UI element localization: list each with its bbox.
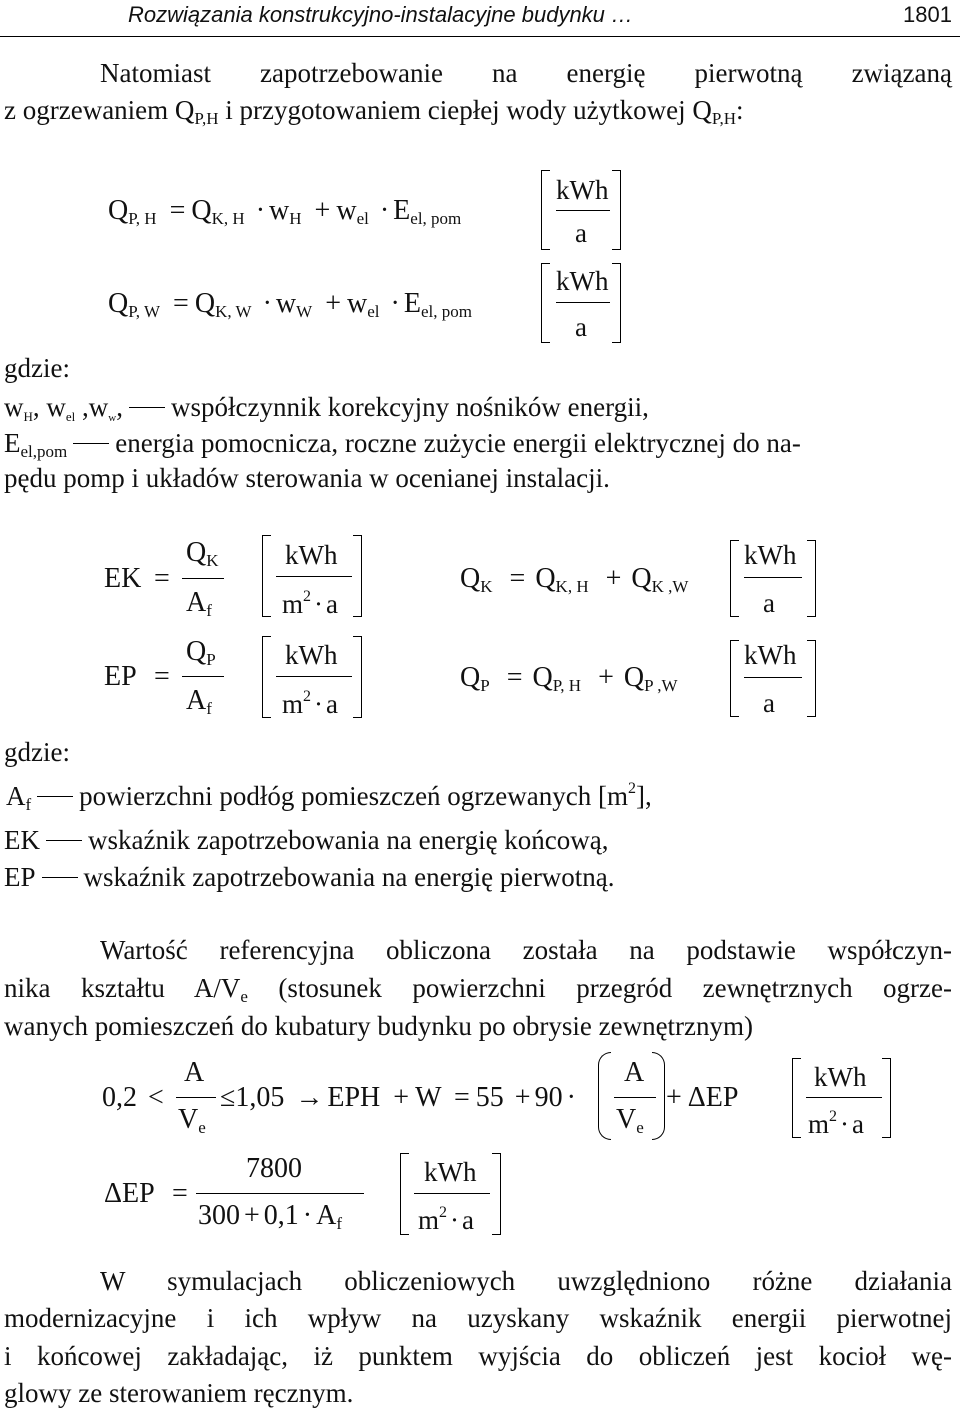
eq-sub: H [289, 209, 302, 228]
eq-symbol: A [316, 1200, 337, 1231]
eq-symbol: ΔEP [687, 1082, 739, 1113]
eq-symbol: w [269, 195, 290, 226]
intro-text: z ogrzewaniem Q [4, 95, 195, 125]
fraction-bar [744, 577, 802, 578]
eq-sign: = [172, 1178, 188, 1209]
eq-symbol: Q [631, 563, 652, 594]
def-dash [46, 840, 82, 841]
eq-sub: K, W [215, 302, 252, 321]
eq4-den [198, 1200, 342, 1234]
eq-sub: P [480, 676, 490, 695]
eq-symbol: Q [532, 662, 553, 693]
def-dash [37, 796, 73, 797]
def-eelpom-cont: pędu pomp i układów sterowania w ocenianej instalacji. [4, 463, 610, 493]
eq-dot: · [379, 195, 390, 226]
def-dash [73, 443, 109, 444]
equation-qk [460, 563, 688, 597]
paren-left [598, 1052, 611, 1140]
eq-number: 55 [475, 1082, 504, 1113]
bracket-right [807, 540, 816, 617]
def-sub: el [65, 409, 76, 424]
eq3-frac-num: A [184, 1057, 205, 1088]
para3-line-3: i końcowej zakładając, iż punktem wyjścia do obliczeń jest kocioł wę- [4, 1341, 952, 1371]
eq-plus: + [325, 288, 341, 319]
eq-sub: f [336, 1214, 343, 1233]
eq-symbol: A [186, 685, 207, 716]
ep-denominator [186, 685, 212, 719]
eq-sign: = [506, 662, 523, 693]
def-dash [42, 877, 78, 878]
intro-line-1: Natomiast zapotrzebowanie na energię pierwotną związaną [100, 58, 952, 88]
eq-sub: P, H [552, 676, 582, 695]
eq-plus: + [514, 1082, 531, 1113]
eq3-delta [666, 1082, 738, 1114]
eq3-lt: < [148, 1082, 164, 1113]
def-af [6, 780, 652, 815]
def-symbol: A [6, 781, 26, 811]
bracket-left [541, 263, 550, 343]
unit-sup: 2 [439, 1204, 448, 1221]
bracket-left [400, 1153, 409, 1235]
eq-symbol: w [347, 288, 368, 319]
ek-denominator [186, 587, 212, 621]
eq-sub: el, pom [420, 302, 472, 321]
ek-symbol: EK [104, 563, 142, 594]
eq-symbol: Q [108, 288, 129, 319]
unit-kwh: kWh [285, 540, 338, 570]
eq-sign: = [454, 1082, 470, 1113]
unit-sup: 2 [303, 588, 312, 605]
eq-dot: · [566, 1082, 576, 1113]
equation-qph [108, 195, 461, 229]
unit-m: m [808, 1109, 830, 1139]
unit-a: a [763, 688, 775, 718]
fraction-bar [176, 1097, 216, 1098]
def-sup: 2 [627, 780, 636, 797]
eq-symbol: w [275, 288, 297, 319]
unit-sup: 2 [303, 688, 312, 705]
eq3-frac-den [178, 1104, 206, 1138]
eq-symbol: A [186, 587, 207, 618]
intro-sub: P,H [194, 109, 219, 128]
eq-number: 0,1 [263, 1200, 299, 1231]
def-symbol: w [4, 392, 24, 422]
unit-m: m [282, 689, 304, 719]
ek-numerator [186, 537, 219, 571]
fraction-bar [556, 302, 610, 303]
unit-sup: 2 [829, 1108, 838, 1125]
gdzie-label: gdzie: [4, 737, 70, 767]
eq-symbol: W [415, 1082, 441, 1113]
eq-symbol: Q [186, 636, 207, 667]
unit-a: a [326, 689, 338, 719]
eq-sub: K [206, 551, 219, 570]
eq-dot: · [262, 288, 272, 319]
eq-sign: = [169, 195, 186, 226]
unit-a: a [326, 589, 338, 619]
bracket-left [730, 540, 739, 617]
para-text: (stosunek powierzchni przegród zewnętrznych ogrze- [247, 973, 952, 1003]
unit-kwh: kWh [556, 175, 609, 205]
page-number: 1801 [903, 2, 952, 27]
eq-plus: + [605, 563, 622, 594]
unit-m2a: $m^2 \cdot a$ [282, 588, 338, 619]
eq4-lhs: ΔEP [104, 1178, 155, 1209]
eq-number: 90 [534, 1082, 563, 1113]
eq-symbol: Q [623, 662, 645, 693]
unit-kwh: kWh [814, 1062, 867, 1092]
eq-symbol: Q [191, 195, 212, 226]
paren-right [652, 1052, 665, 1140]
eq-sub: K, H [211, 209, 245, 228]
intro-text: : [736, 95, 744, 125]
eq-symbol: E [393, 195, 411, 226]
unit-a: a [763, 588, 775, 618]
intro-text: i przygotowaniem ciepłej wody użytkowej Q [218, 95, 712, 125]
bracket-right [353, 535, 362, 617]
para-sub: e [240, 987, 248, 1006]
bracket-right [807, 640, 816, 717]
def-sub: f [25, 795, 32, 814]
def-sub: w [108, 412, 117, 424]
unit-m2a: $m^2 \cdot a$ [808, 1108, 864, 1139]
equation-qp [460, 662, 678, 696]
gdzie-label: gdzie: [4, 353, 70, 383]
def-sub: el,pom [20, 442, 68, 461]
bracket-right [612, 263, 621, 343]
unit-kwh: kWh [285, 640, 338, 670]
ep-symbol: EP [104, 661, 137, 692]
eq-plus: + [244, 1200, 260, 1231]
eq-sub: f [206, 601, 212, 620]
bracket-left [792, 1058, 801, 1138]
header-title: Rozwiązania konstrukcyjno-instalacyjne budynku … [128, 2, 634, 27]
bracket-left [262, 535, 271, 617]
eq-sign: = [154, 563, 170, 594]
fraction-bar [414, 1193, 490, 1194]
unit-a: a [575, 218, 587, 248]
def-ek [4, 825, 609, 856]
eq3-frac2-num: A [624, 1057, 645, 1088]
eq-plus: + [666, 1082, 682, 1113]
para2-line-1: Wartość referencyjna obliczona została na podstawie współczyn- [100, 935, 952, 965]
def-sub: H [23, 409, 33, 424]
bracket-right [882, 1058, 891, 1138]
unit-kwh: kWh [556, 266, 609, 296]
fraction-bar [276, 676, 352, 677]
unit-m: m [282, 589, 304, 619]
ep-numerator [186, 636, 216, 670]
eq-sign: ≤ [220, 1082, 236, 1113]
eq-symbol: Q [460, 563, 481, 594]
def-eelpom [4, 428, 801, 462]
eq-symbol: EPH [327, 1082, 381, 1113]
eq-sub: W [296, 302, 313, 321]
eq-sub: P [206, 650, 216, 669]
eq-plus: + [314, 195, 331, 226]
para3-line-4: glowy ze sterowaniem ręcznym. [4, 1378, 354, 1408]
bracket-left [541, 170, 550, 250]
eq-dot: · [255, 195, 266, 226]
unit-kwh: kWh [744, 540, 797, 570]
intro-sub: P,H [711, 109, 737, 128]
def-text: ], [635, 781, 652, 811]
fraction-bar [182, 578, 224, 579]
eq-sub: el [367, 302, 380, 321]
eq-sign: = [173, 288, 189, 319]
def-dash [129, 407, 165, 408]
bracket-right [353, 636, 362, 718]
eq-sub: K [480, 577, 493, 596]
eq-plus: + [598, 662, 614, 693]
eq-symbol: V [616, 1104, 637, 1135]
def-text: energia pomocnicza, roczne zużycie energii elektrycznej do na- [115, 428, 801, 458]
eq-symbol: w [336, 195, 357, 226]
def-symbol: EK [4, 825, 40, 855]
eq-symbol: Q [186, 537, 207, 568]
bracket-left [262, 636, 271, 718]
eq-plus: + [393, 1082, 410, 1113]
eq-dot: · [390, 288, 400, 319]
def-text: wskaźnik zapotrzebowania na energię pierwotną. [83, 862, 615, 892]
def-text: powierzchni podłóg pomieszczeń ogrzewanych [m [79, 781, 628, 811]
para2-line-2 [4, 973, 952, 1007]
def-symbol: ,w [75, 392, 109, 422]
eq-sub: el [356, 209, 369, 228]
unit-kwh: kWh [424, 1157, 477, 1187]
eq3-rest [220, 1082, 576, 1114]
eq-sub: P, W [128, 302, 161, 321]
unit-a: a [852, 1109, 864, 1139]
eq3-frac2-den [616, 1104, 644, 1138]
eq-symbol: V [178, 1104, 199, 1135]
eq-sub: f [206, 699, 212, 718]
def-symbol: , w [32, 392, 66, 422]
running-header [0, 0, 960, 37]
bracket-right [612, 170, 621, 250]
fraction-bar [196, 1193, 364, 1194]
bracket-right [492, 1153, 501, 1235]
fraction-bar [182, 676, 224, 677]
eq-symbol: Q [108, 195, 129, 226]
unit-a: a [462, 1205, 474, 1235]
fraction-bar [744, 677, 802, 678]
para2-line-3: wanych pomieszczeń do kubatury budynku po obrysie zewnętrznym) [4, 1011, 754, 1041]
bracket-left [730, 640, 739, 717]
para-text: nika kształtu A/V [4, 973, 241, 1003]
unit-m: m [418, 1205, 440, 1235]
def-weights [4, 392, 649, 425]
fraction-bar [806, 1097, 882, 1098]
eq-sub: K ,W [651, 577, 689, 596]
eq-number: 1,05 [235, 1082, 285, 1113]
eq-sub: e [636, 1118, 644, 1137]
eq-symbol: E [403, 288, 421, 319]
arrow-icon: → [295, 1082, 324, 1113]
unit-m2a: $m^2 \cdot a$ [282, 688, 338, 719]
def-text: współczynnik korekcyjny nośników energii, [170, 392, 649, 422]
def-symbol: E [4, 428, 21, 458]
def-ep [4, 862, 615, 893]
intro-line-2 [4, 95, 744, 129]
unit-m2a: $m^2 \cdot a$ [418, 1204, 474, 1235]
unit-kwh: kWh [744, 640, 797, 670]
eq-sub: K, H [555, 577, 589, 596]
equation-qpw [108, 288, 472, 322]
eq-sub: e [198, 1118, 206, 1137]
eq-symbol: Q [194, 288, 216, 319]
fraction-bar [276, 576, 352, 577]
fraction-bar [614, 1097, 656, 1098]
eq-sub: P, H [128, 209, 157, 228]
unit-a: a [575, 312, 587, 342]
eq-sign: = [154, 661, 170, 692]
eq-sub: P ,W [644, 676, 678, 695]
def-text: wskaźnik zapotrzebowania na energię końcową, [88, 825, 609, 855]
eq-number: 300 [198, 1200, 240, 1231]
eq4-num: 7800 [246, 1153, 302, 1184]
def-symbol: EP [4, 862, 36, 892]
eq-dot: · [302, 1200, 313, 1231]
eq3-zero2: 0,2 [102, 1082, 137, 1113]
eq-symbol: Q [535, 563, 556, 594]
fraction-bar [556, 210, 610, 211]
para3-line-1: W symulacjach obliczeniowych uwzględniono różne działania [100, 1266, 952, 1296]
def-symbol: , [116, 392, 123, 422]
eq-sub: el, pom [410, 209, 462, 228]
para3-line-2: modernizacyjne i ich wpływ na uzyskany wskaźnik energii pierwotnej [4, 1303, 952, 1333]
eq-sign: = [509, 563, 526, 594]
eq-symbol: Q [460, 662, 481, 693]
